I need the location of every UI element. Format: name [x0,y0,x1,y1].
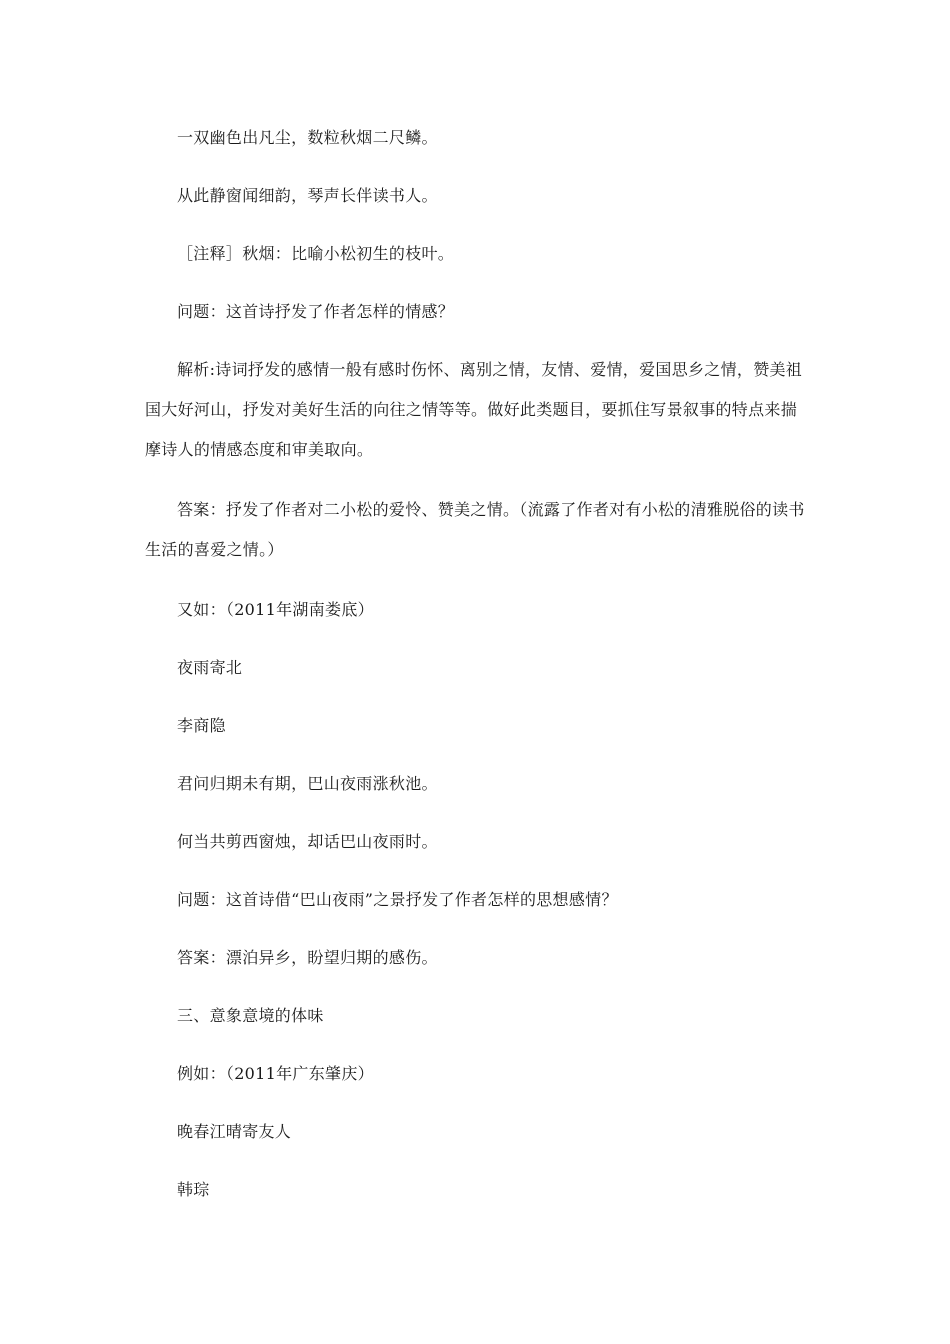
poem-author-2: 韩琮 [177,1180,210,1199]
annotation: ［注释］秋烟：比喻小松初生的枝叶。 [177,244,455,263]
poem-line-2: 从此静窗闻细韵，琴声长伴读书人。 [177,186,438,205]
example-intro-2: 例如：（2011年广东肇庆） [177,1064,374,1083]
answer-2: 答案：漂泊异乡，盼望归期的感伤。 [177,948,438,967]
poem-title: 夜雨寄北 [177,658,243,677]
question-2: 问题：这首诗借“巴山夜雨”之景抒发了作者怎样的思想感情？ [177,890,618,909]
analysis: 解析:诗词抒发的感情一般有感时伤怀、离别之情，友情、爱情，爱国思乡之情，赞美祖国大好河山，抒发对美好生活的向往之情等等。做好此类题目，要抓住写景叙事的特点来揣摩诗人的情感态度和审美取向。 [145,360,803,459]
poem-line-1: 一双幽色出凡尘，数粒秋烟二尺鳞。 [177,128,438,147]
question-1: 问题：这首诗抒发了作者怎样的情感？ [177,302,455,321]
answer-1: 答案：抒发了作者对二小松的爱怜、赞美之情。（流露了作者对有小松的清雅脱俗的读书生活的喜爱之情。） [145,500,805,559]
example-intro: 又如：（2011年湖南娄底） [177,600,374,619]
poem-line-4: 何当共剪西窗烛，却话巴山夜雨时。 [177,832,438,851]
section-heading: 三、意象意境的体味 [177,1006,324,1025]
poem-author: 李商隐 [177,716,226,735]
poem-title-2: 晚春江晴寄友人 [177,1122,292,1141]
poem-line-3: 君问归期未有期，巴山夜雨涨秋池。 [177,774,438,793]
